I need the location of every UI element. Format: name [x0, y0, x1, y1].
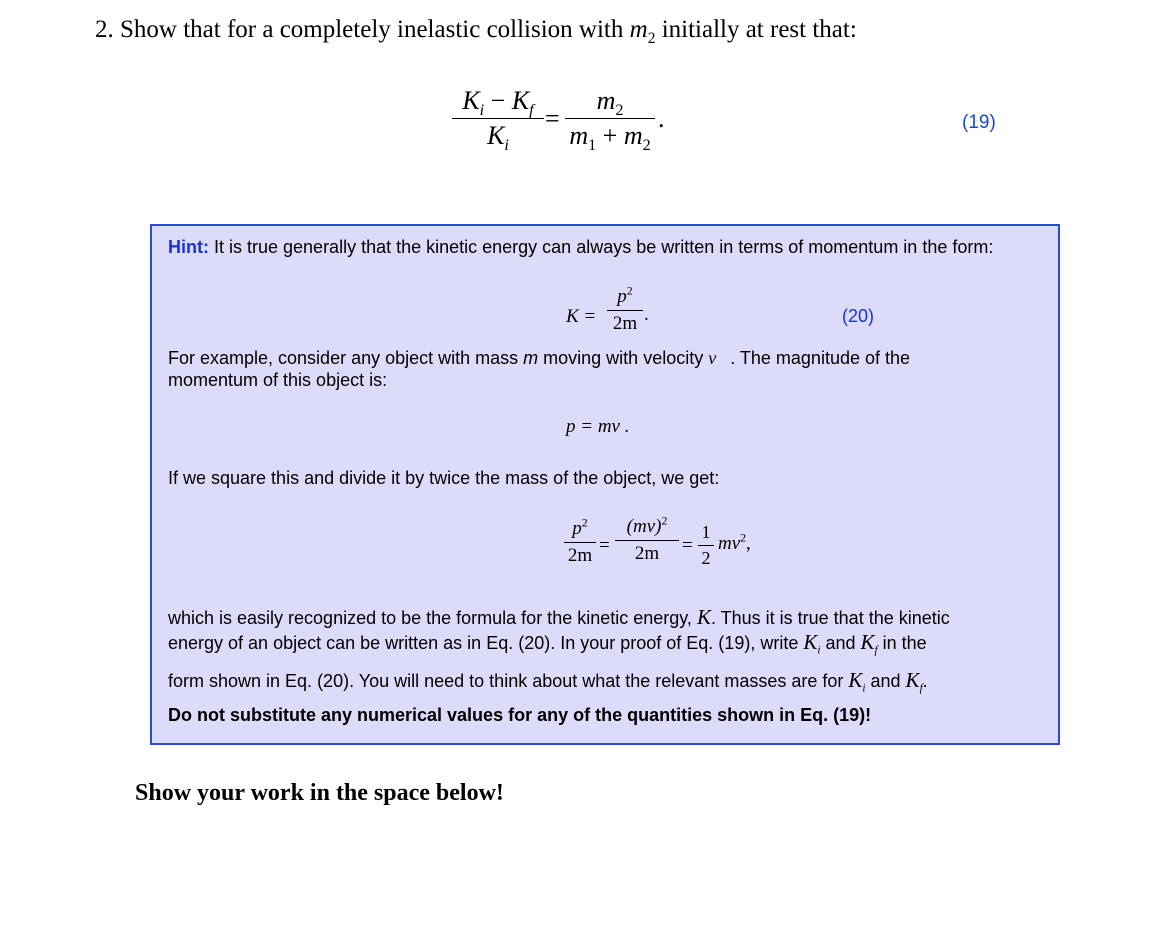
- problem-number: 2.: [95, 16, 114, 43]
- example-mass-m: m: [523, 348, 539, 368]
- problem-text-end: initially at rest that:: [655, 16, 857, 43]
- problem-statement: [95, 16, 857, 47]
- eq20-denominator: 2m: [612, 313, 638, 334]
- momentum-equation: p = mv .: [566, 416, 630, 437]
- hint-label: Hint:: [168, 237, 209, 257]
- eq20-number: (20): [842, 306, 875, 326]
- eq19-rhs-bar: [565, 118, 655, 119]
- eq19-period: .: [658, 104, 665, 133]
- hint-square-text: If we square this and divide it by twice the mass of the object, we get:: [168, 468, 720, 488]
- hint-bold-warning: Do not substitute any numerical values for any of the quantities shown in Eq. (19)!: [168, 705, 872, 725]
- eq20-fraction: [607, 286, 643, 335]
- derivation-equals-2: =: [682, 535, 693, 556]
- derivation-equals-1: =: [599, 535, 610, 556]
- eq19-rhs-fraction: [565, 86, 655, 155]
- eq20-bar: [607, 310, 643, 311]
- hint-energy-line: energy of an object can be written as in Eq. (20). In your proof of Eq. (19), write $K_i$ and $K_f$ in the: [168, 630, 927, 657]
- eq20-numerator: $p^2$: [617, 284, 633, 307]
- derivation-fraction-2: (mv)$^2$ 2m: [615, 516, 679, 565]
- eq19-lhs-denominator: $K_i$: [487, 121, 509, 155]
- hint-recognized-line: which is easily recognized to be the formula for the kinetic energy, K. Thus it is true that the kinetic: [168, 605, 950, 629]
- example-velocity-v: v⃗: [708, 348, 731, 368]
- hint-box: [150, 224, 1060, 745]
- hint-example: For example, consider any object with mass m moving with velocity v⃗. The magnitude of the momentum of this object is:: [168, 348, 911, 390]
- eq20-lhs: K =: [566, 306, 597, 327]
- hint-intro: [168, 236, 1048, 258]
- derivation-fraction-1: $p^2$ 2m: [564, 518, 596, 567]
- eq19-lhs-fraction: [452, 86, 544, 155]
- derivation-tail: $mv^2$,: [718, 531, 751, 554]
- problem-sub-2: 2: [647, 30, 656, 47]
- derivation-fraction-3: 1 2: [698, 522, 714, 569]
- eq19-rhs-denominator: $m_1 + m_2$: [569, 121, 651, 155]
- show-work-heading: Show your work in the space below!: [135, 780, 504, 806]
- eq19-number: (19): [962, 112, 996, 133]
- hint-form-line: form shown in Eq. (20). You will need to think about what the relevant masses are for $K_i$ and $K_f$.: [168, 668, 928, 695]
- eq19-lhs-numerator: $K_i - K_f$: [462, 86, 534, 120]
- problem-text-start: Show that for a completely inelastic collision with: [120, 16, 630, 43]
- eq20-period: .: [644, 304, 649, 325]
- recognized-K: K: [696, 605, 711, 629]
- eq19-equals: =: [545, 104, 560, 133]
- eq19-rhs-numerator: $m_2$: [596, 86, 624, 120]
- hint-intro-text: It is true generally that the kinetic energy can always be written in terms of momentum in the form:: [214, 237, 994, 257]
- problem-var-m: m: [629, 16, 648, 43]
